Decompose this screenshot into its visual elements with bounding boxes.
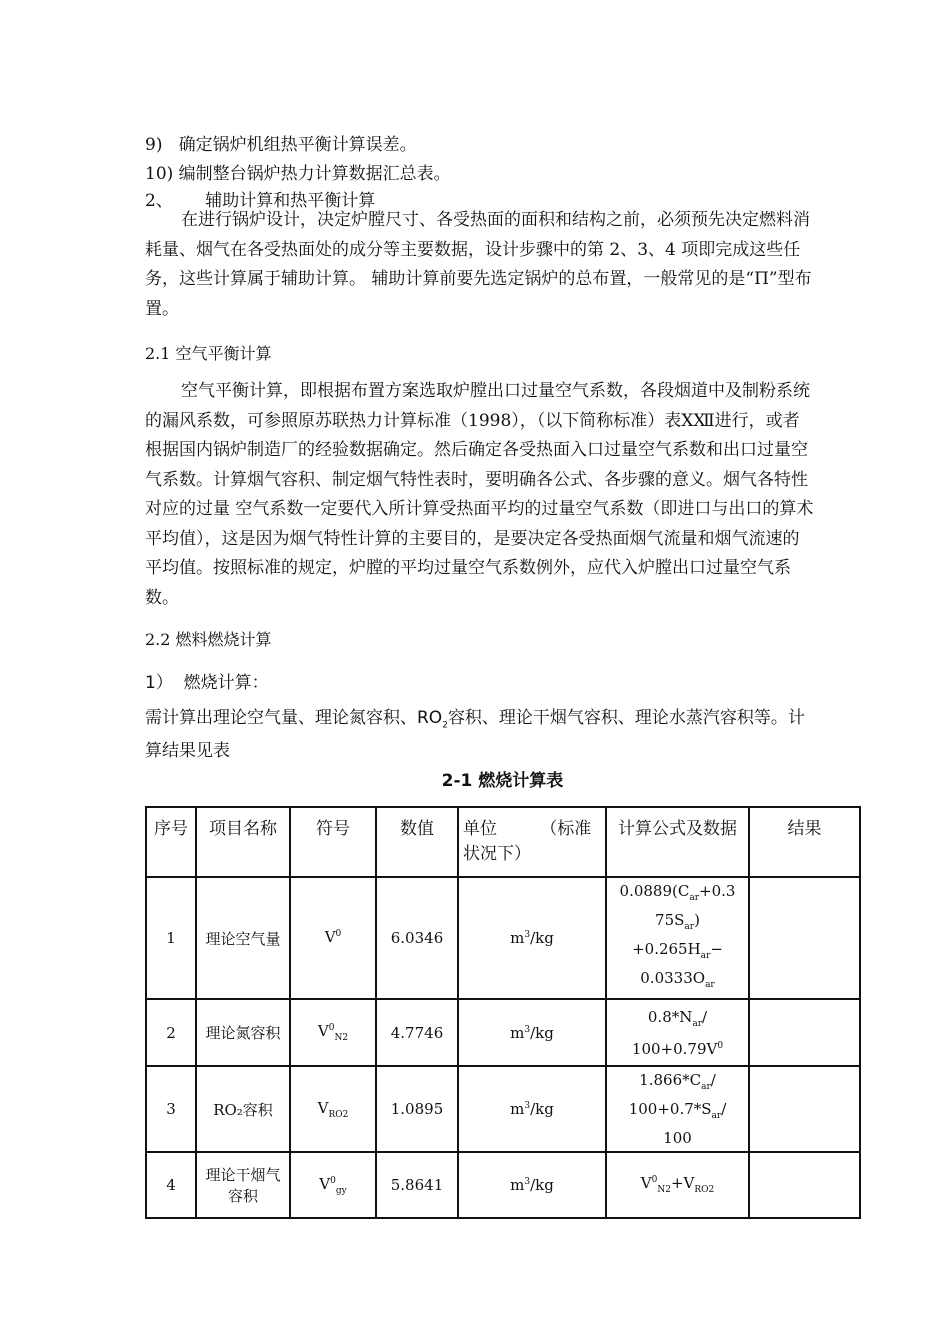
cell-value: 1.0895 <box>376 1066 458 1152</box>
cell-formula: $1.866*C_{ar}/$ $100+0.7*S_{ar}/$ 100 <box>606 1066 749 1152</box>
table-header-row <box>146 807 860 877</box>
cell-formula: $0.8*N_{ar}/$ $100+0.79V^0$ <box>606 999 749 1066</box>
cell-no: 1 <box>146 877 196 999</box>
cell-name: 理论空气量 <box>196 877 290 999</box>
cell-value: 4.7746 <box>376 999 458 1066</box>
cell-result <box>749 1152 860 1218</box>
header-result: 结果 <box>749 807 860 877</box>
cell-result <box>749 877 860 999</box>
header-symbol: 符号 <box>290 807 376 877</box>
table-row <box>146 999 860 1066</box>
header-no: 序号 <box>146 807 196 877</box>
combustion-calc-table <box>145 806 861 1219</box>
table-row <box>146 877 860 999</box>
cell-name: 理论氮容积 <box>196 999 290 1066</box>
cell-unit: $m^3/kg$ <box>458 1066 606 1152</box>
cell-no: 2 <box>146 999 196 1066</box>
cell-no: 4 <box>146 1152 196 1218</box>
table-row <box>146 1152 860 1218</box>
paragraph-calc-note <box>145 705 815 764</box>
cell-unit: $m^3/kg$ <box>458 877 606 999</box>
list-item-9: 9) 确定锅炉机组热平衡计算误差。 <box>145 135 417 155</box>
header-formula: 计算公式及数据 <box>606 807 749 877</box>
table-row <box>146 1066 860 1152</box>
cell-name: 理论干烟气容积 <box>196 1152 290 1218</box>
paragraph-auxiliary-calculation <box>145 206 815 324</box>
header-value: 数值 <box>376 807 458 877</box>
paragraph-text: 在进行锅炉设计，决定炉膛尺寸、各受热面的面积和结构之前，必须预先决定燃料消耗量、烟气在各受热面处的成分等主要数据，设计步骤中的第 2、3、4 项即完成这些任务，这些计算属于辅助计算。 辅助计算前要先选定锅炉的总布置，一般常见的是“Π”型布置。 <box>145 210 812 319</box>
calc-note-text-2: 容积、理论干烟气容积、理论水蒸汽容积等。计算结果见表 <box>145 708 805 762</box>
heading-2-2: 2.2 燃料燃烧计算 <box>145 630 272 649</box>
calc-note-text-1: 需计算出理论空气量、理论氮容积、RO <box>145 708 443 728</box>
paragraph-text: 空气平衡计算，即根据布置方案选取炉膛出口过量空气系数，各段烟道中及制粉系统的漏风系数，可参照原苏联热力计算标准（1998），（以下简称标准）表ⅩⅫ进行，或者根据国内锅炉制造厂的经验数据确定。然后确定各受热面入口过量空气系数和出口过量空气系数。计算烟气容积、制定烟气特性表时，要明确各公式、各步骤的意义。烟气各特性对应的过量 空气系数一定要代入所计算受热面平均的过量空气系数（即进口与出口的算术平均值），这是因为烟气特性计算的主要目的，是要决定各受热面烟气流量和烟气流速的平均值。按照标准的规定，炉膛的平均过量空气系数例外，应代入炉膛出口过量空气系数。 <box>145 381 814 608</box>
cell-no: 3 <box>146 1066 196 1152</box>
section-heading-2: 2、 辅助计算和热平衡计算 <box>145 191 376 211</box>
cell-symbol: $V^0_{N2}$ <box>290 999 376 1066</box>
cell-symbol: $V^0$ <box>290 877 376 999</box>
heading-2-1: 2.1 空气平衡计算 <box>145 344 272 363</box>
cell-unit: $m^3/kg$ <box>458 999 606 1066</box>
cell-symbol: $V_{RO2}$ <box>290 1066 376 1152</box>
cell-value: 6.0346 <box>376 877 458 999</box>
table-caption: 2-1 燃烧计算表 <box>441 771 564 791</box>
cell-unit: $m^3/kg$ <box>458 1152 606 1218</box>
cell-name: RO₂容积 <box>196 1066 290 1152</box>
paragraph-air-balance <box>145 377 815 613</box>
cell-formula: $0.0889(C_{ar}+0.3$ $75S_{ar}$) $+0.265H_{ar}-$ $0.0333O_{ar}$ <box>606 877 749 999</box>
header-name: 项目名称 <box>196 807 290 877</box>
header-unit: 单位 （标准状况下） <box>458 807 606 877</box>
cell-value: 5.8641 <box>376 1152 458 1218</box>
list-item-1: 1） 燃烧计算： <box>145 673 269 693</box>
calc-note-subscript: 2 <box>442 720 448 731</box>
cell-formula: $V^0_{N2}+V_{RO2}$ <box>606 1152 749 1218</box>
cell-result <box>749 1066 860 1152</box>
cell-result <box>749 999 860 1066</box>
list-item-10: 10) 编制整台锅炉热力计算数据汇总表。 <box>145 164 451 184</box>
cell-symbol: $V^0_{gy}$ <box>290 1152 376 1218</box>
